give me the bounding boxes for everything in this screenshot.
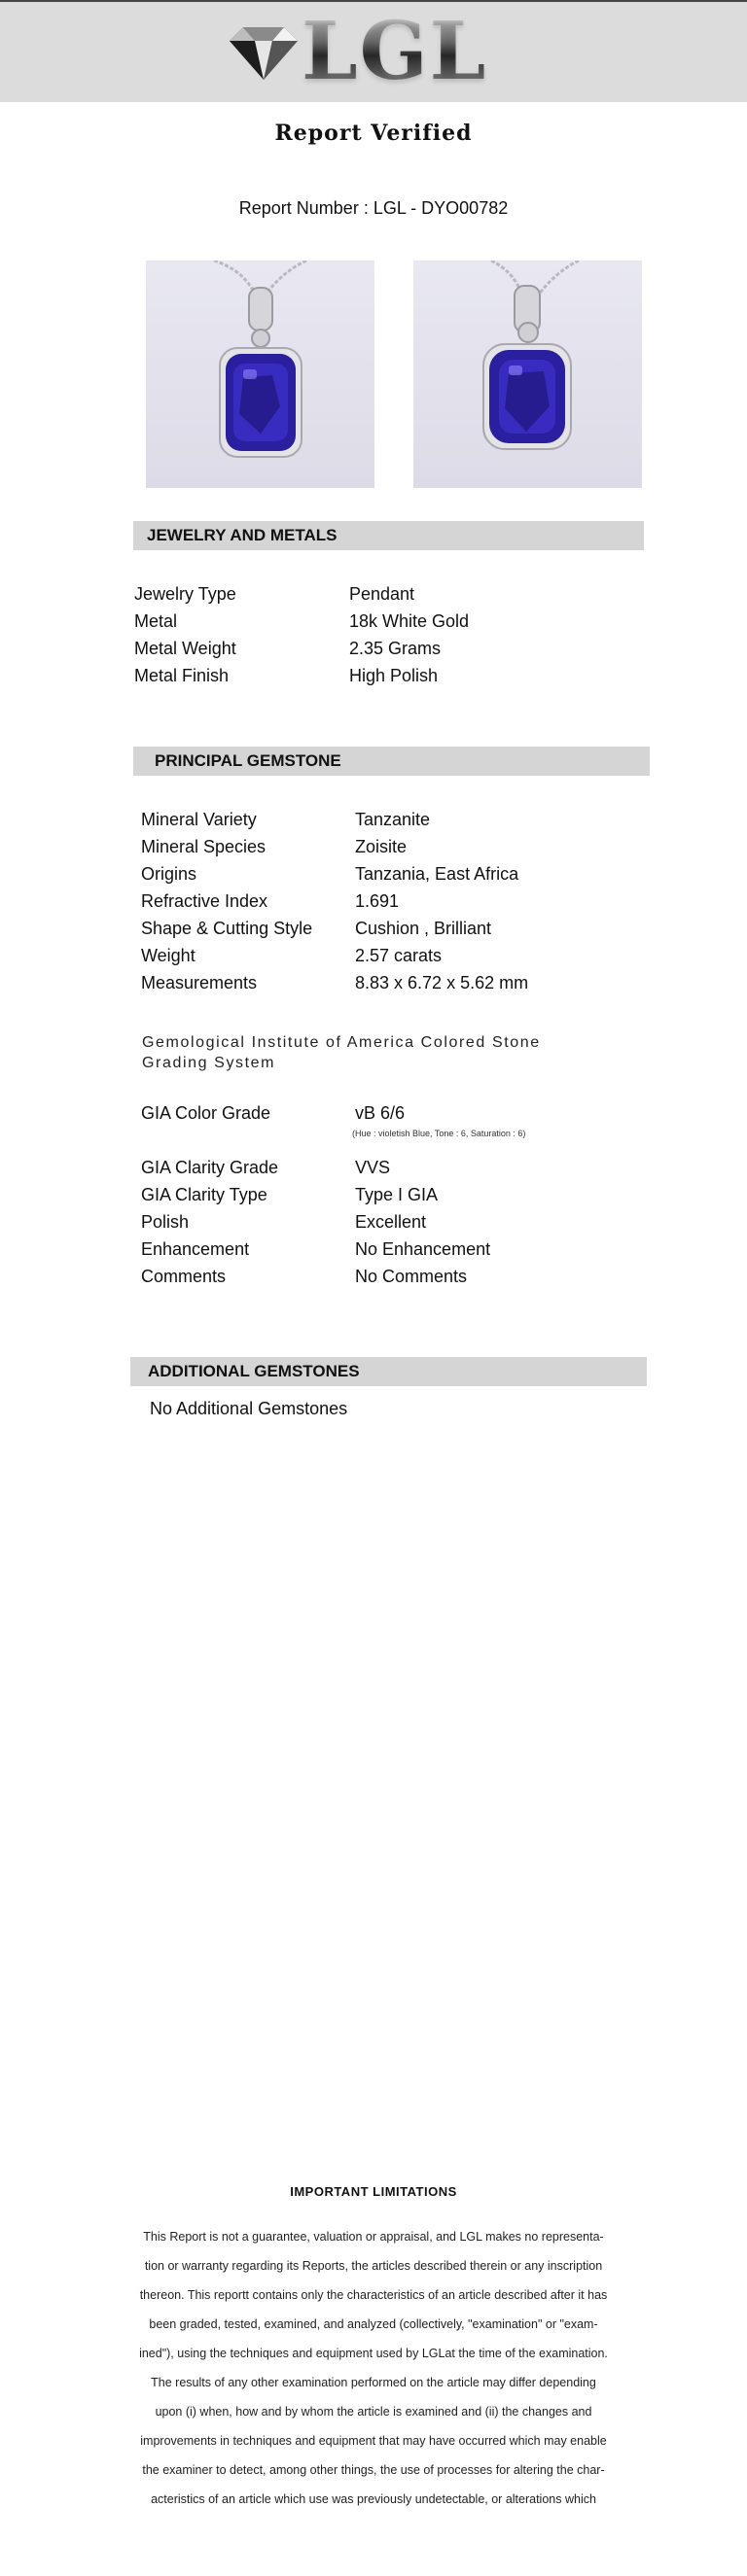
header-banner [0, 0, 747, 102]
pendant-photo-angle [413, 261, 642, 488]
no-additional-gemstones: No Additional Gemstones [150, 1399, 348, 1418]
limitations-line: been graded, tested, examined, and analyzed (collectively, "examination" or "exam- [149, 2317, 598, 2331]
limitations-line: acteristics of an article which use was previously undetectable, or alterations which [151, 2492, 596, 2506]
limitations-line: tion or warranty regarding its Reports, the articles described therein or any inscription [144, 2259, 603, 2273]
logo-text: LGL [302, 5, 488, 98]
report-number: Report Number : LGL - DYO00782 [238, 198, 509, 218]
limitations-text [105, 2222, 642, 2514]
limitations-line: This Report is not a guarantee, valuation or appraisal, and LGL makes no representa- [143, 2230, 604, 2244]
limitations-line: thereon. This reportt contains only the characteristics of an article described after it has [139, 2288, 608, 2302]
limitations-line: The results of any other examination performed on the article may differ depending [151, 2376, 596, 2389]
section-header-jewelry: JEWELRY AND METALS [133, 521, 644, 550]
gia-grading-title: Gemological Institute of America Colored Stone Grading System [142, 1034, 541, 1071]
section-header-principal: PRINCIPAL GEMSTONE [133, 747, 650, 776]
page-title: Report Verified [274, 121, 473, 146]
logo [226, 5, 488, 98]
limitations-title: IMPORTANT LIMITATIONS [290, 2184, 457, 2199]
limitations-line: ined"), using the techniques and equipment used by LGLat the time of the examination. [139, 2347, 608, 2360]
diamond-icon [226, 23, 302, 84]
limitations-line: upon (i) when, how and by whom the article is examined and (ii) the changes and [155, 2405, 592, 2419]
limitations-line: the examiner to detect, among other things, the use of processes for altering the char- [142, 2463, 605, 2477]
section-header-additional: ADDITIONAL GEMSTONES [130, 1357, 647, 1386]
pendant-photo-front [146, 261, 374, 488]
limitations-line: improvements in techniques and equipment that may have occurred which may enable [140, 2434, 607, 2448]
color-grade-note: (Hue : violetish Blue, Tone : 6, Saturation : 6) [352, 1129, 526, 1138]
